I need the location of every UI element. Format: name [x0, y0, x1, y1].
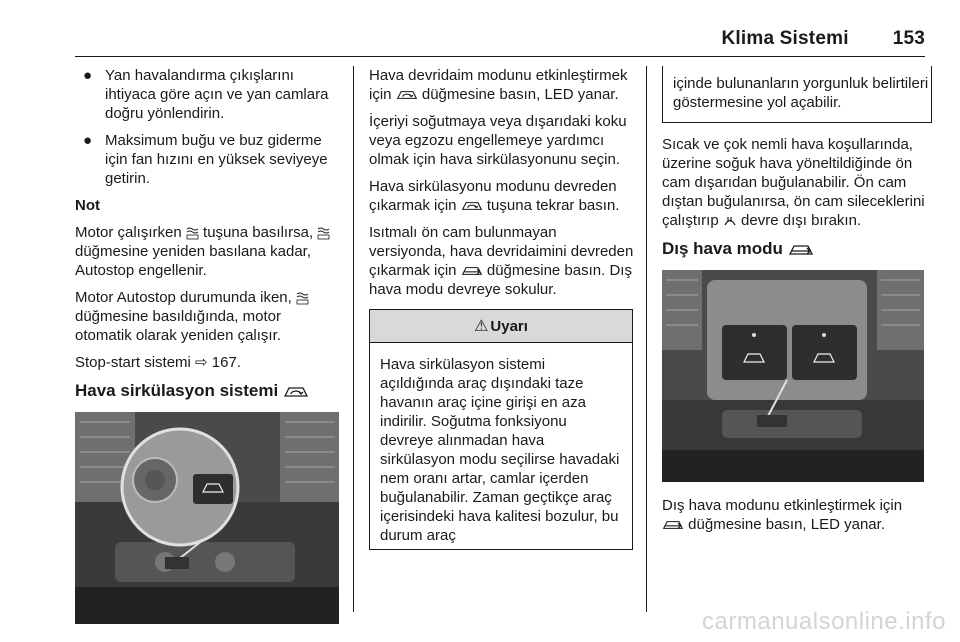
page-header — [0, 28, 925, 50]
windshield-heater-icon — [723, 214, 737, 228]
recirculation-activate-text: Hava devridaim modunu etkinleştirmek için düğmesine basın, LED yanar. — [369, 67, 628, 103]
header-rule — [75, 56, 925, 57]
windshield-fog-text: Sıcak ve çok nemli hava koşullarında, üzerine soğuk hava yöneltildiğinde ön cam dışarıdan buğulanabilir. Ön cam dıştan buğulanırsa, ön cam sileceklerini çalıştırıp devre dışı bırakın. — [662, 136, 925, 229]
list-item: ● Yan havalandırma çıkışlarını ihtiyaca göre açın ve yan camlara doğru yönlendirin. — [83, 67, 329, 122]
chapter-title: Klima Sistemi — [721, 28, 849, 49]
outside-air-variant-text: Isıtmalı ön cam bulunmayan versiyonda, hava devridaimini devreden çıkarmak için düğmesine basın. Dış hava modu devreye sokulur. — [369, 224, 634, 298]
warning-text: Hava sirkülasyon sistemi açıldığında araç dışındaki taze havanın araç içine girişi en aza indirilir. Soğutma fonksiyonu devreye alınmadan hava sirkülasyon modu seçilirse havadaki nem oranı artar, camlar içerden buğulanabilir. Zaman geçtikçe araç içerisindeki hava kalitesi bozulur, bu durum araç — [380, 356, 620, 544]
column-1 — [75, 66, 341, 624]
warning-title: ⚠ Uyarı — [370, 310, 632, 343]
recirculation-button-photo — [75, 412, 339, 624]
recirculation-icon — [461, 199, 483, 213]
warning-box — [369, 309, 633, 550]
outside-air-icon — [662, 518, 684, 532]
recirculation-purpose-text: İçeriyi soğutmaya veya dışarıdaki koku veya egzozu engellemeye yardımcı olmak için hava sirkülasyonunu seçin. — [369, 113, 627, 168]
recirculation-icon — [396, 88, 418, 102]
cross-reference: Stop-start sistemi ⇨ 167. — [75, 354, 241, 371]
column-3 — [662, 66, 928, 542]
watermark: carmanualsonline.info — [702, 608, 946, 635]
page-number: 153 — [892, 28, 925, 49]
list-item: ● Maksimum buğu ve buz giderme için fan hızını en yüksek seviyeye getirin. — [83, 132, 328, 187]
warning-triangle-icon: ⚠ — [474, 318, 489, 335]
recirculation-icon — [283, 384, 309, 400]
column-divider-2 — [646, 66, 647, 612]
note-paragraph-2: Motor Autostop durumunda iken, düğmesine basıldığında, motor otomatik olarak yeniden çalışır. — [75, 288, 341, 345]
section-heading-recirculation: Hava sirkülasyon sistemi — [75, 380, 341, 402]
note-paragraph-1: Motor çalışırken tuşuna basılırsa, düğmesine yeniden basılana kadar, Autostop engellenir. — [75, 223, 341, 280]
recirculation-deactivate-text: Hava sirkülasyonu modunu devreden çıkarmak için tuşuna tekrar basın. — [369, 178, 620, 214]
note-title: Not — [75, 197, 100, 214]
front-defrost-icon — [317, 226, 330, 240]
column-divider-1 — [353, 66, 354, 612]
column-2 — [369, 66, 635, 550]
outside-air-activate-text: Dış hava modunu etkinleştirmek için düğmesine basın, LED yanar. — [662, 497, 903, 533]
outside-air-button-photo — [662, 270, 924, 482]
outside-air-icon — [788, 242, 814, 258]
outside-air-icon — [461, 264, 483, 278]
front-defrost-icon — [296, 291, 309, 305]
section-heading-outside-air: Dış hava modu — [662, 238, 928, 260]
front-defrost-icon — [186, 226, 199, 240]
warning-box-continued: içinde bulunanların yorgunluk belirtileri göstermesine yol açabilir. — [662, 66, 932, 123]
reference-arrow-icon: ⇨ — [195, 354, 208, 371]
